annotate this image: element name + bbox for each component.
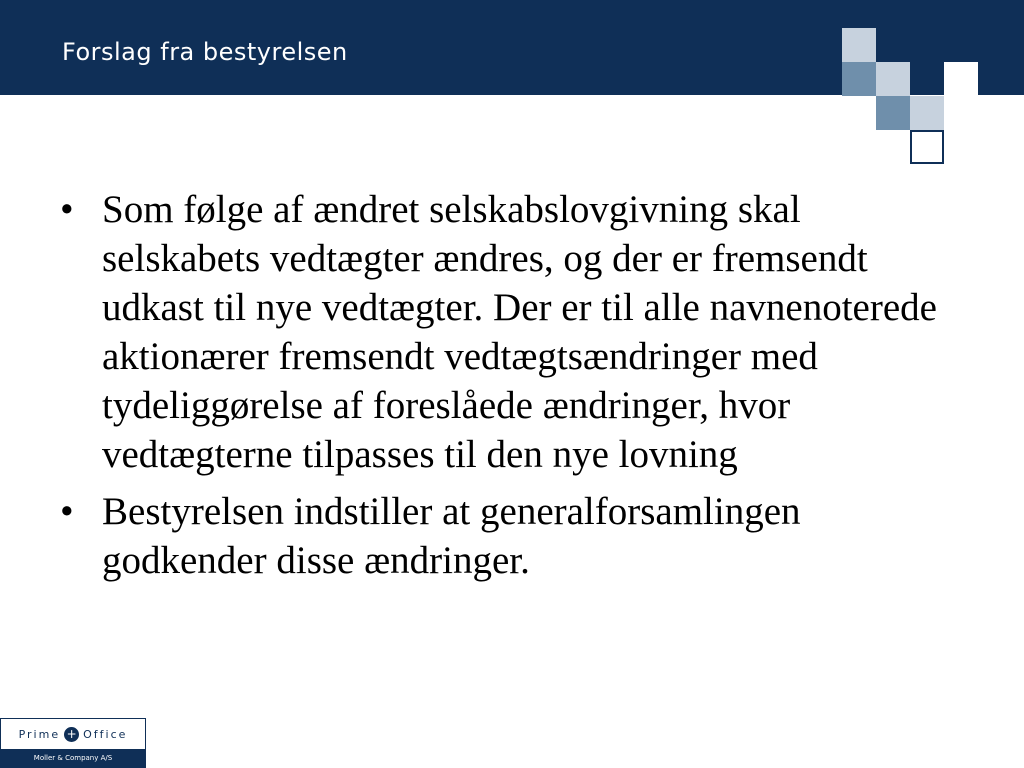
decor-square (876, 96, 910, 130)
bullet-item (60, 487, 940, 585)
plus-icon: + (64, 727, 79, 742)
slide-title: Forslag fra bestyrelsen (62, 38, 348, 66)
logo-word-left: Prime (18, 727, 61, 741)
bullet-text: Som følge af ændret selskabslovgivning skal selskabets vedtægter ændres, og der er fremsendt udkast til nye vedtægter. Der er til alle navnenoterede aktionærer fremsendt vedtægtsændringer med tydeliggørelse af foreslåede ændringer, hvor vedtægterne tilpasses til den nye lovning (102, 188, 937, 476)
slide-body (60, 185, 940, 593)
bullet-list (60, 185, 940, 585)
decor-square (842, 62, 876, 96)
decor-square (944, 62, 978, 96)
decor-square (876, 62, 910, 96)
bullet-item (60, 185, 940, 479)
bullet-marker: • (60, 188, 74, 231)
decor-square (910, 96, 944, 130)
logo-subtitle: Moller & Company A/S (1, 749, 145, 767)
logo-word-right: Office (83, 727, 128, 741)
decor-square (842, 28, 876, 62)
bullet-marker: • (60, 490, 74, 533)
decor-square (910, 130, 944, 164)
logo-wordmark (1, 719, 145, 749)
company-logo (0, 718, 146, 768)
bullet-text: Bestyrelsen indstiller at generalforsamlingen godkender disse ændringer. (102, 490, 801, 582)
